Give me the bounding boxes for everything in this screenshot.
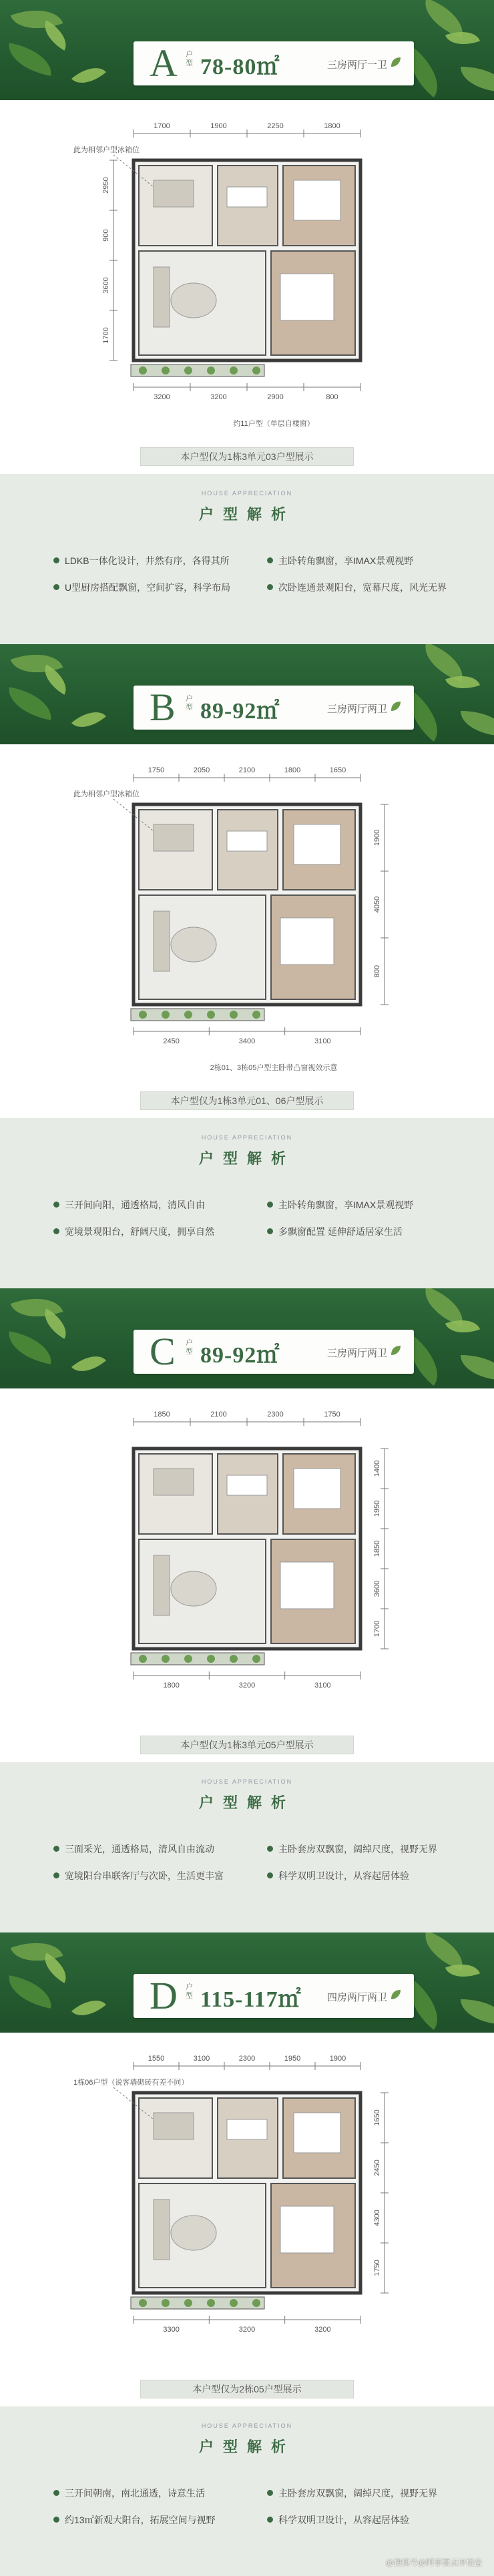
unit-rooms: 三房两厅两卫 [326, 704, 387, 715]
section-banner [0, 644, 494, 744]
inset-note: 约11户型（单层自楼窗） [233, 420, 314, 427]
unit-type-label: 户型 [186, 1339, 193, 1356]
floor-plan-area [0, 100, 494, 474]
plan-caption: 本户型仅为2栋05户型展示 [140, 2380, 354, 2398]
floor-plan-area [0, 1388, 494, 1762]
side-dimension-label: 3600 [102, 277, 110, 294]
bullet-icon [53, 1846, 59, 1852]
floor-plan-drawing [73, 758, 421, 1071]
house-appreciation-label: HOUSE APPRECIATION [201, 2422, 293, 2429]
analysis-band [0, 2406, 494, 2576]
leaf-decoration [5, 687, 55, 720]
leaf-decoration [461, 711, 494, 736]
side-dimension-label: 4050 [373, 896, 381, 913]
feature-item [53, 1842, 254, 1856]
bullet-icon [53, 2490, 59, 2496]
inset-note: 2栋01、3栋05户型主卧带凸窗视效示意 [210, 1064, 338, 1071]
unit-section-d [0, 1933, 494, 2576]
side-dimension-label: 1650 [373, 2109, 381, 2126]
bottom-dimension-label: 3200 [154, 393, 170, 401]
bottom-dimension-label: 3200 [238, 2326, 256, 2334]
section-banner [0, 0, 494, 100]
unit-title-card [134, 686, 414, 730]
top-dimension-label: 1550 [148, 2055, 165, 2063]
side-dimension-label: 900 [102, 229, 110, 242]
unit-type-label: 户型 [186, 695, 193, 712]
bullet-icon [53, 557, 59, 563]
feature-text: 宽境景观阳台，舒阔尺度，拥享自然 [65, 1226, 214, 1237]
plan-caption: 本户型仅为1栋3单元01、06户型展示 [140, 1091, 354, 1110]
feature-text: 主卧套房双飘窗，阔绰尺度，视野无界 [278, 2488, 437, 2499]
feature-item [267, 2487, 467, 2500]
feature-text: 三开间向阳，通透格局，清风自由 [65, 1200, 205, 1210]
unit-title-card [134, 1974, 414, 2018]
feature-text: U型厨房搭配飘窗，空间扩容，科学布局 [65, 582, 231, 593]
bottom-dimension-label: 3400 [238, 1037, 256, 1045]
feature-item [53, 1225, 254, 1238]
top-dimension-label: 1900 [210, 122, 227, 130]
feature-text: 科学双明卫设计，从容起居体验 [278, 1870, 409, 1881]
top-dimension-label: 1900 [329, 2055, 346, 2063]
leaf-decoration [5, 1975, 55, 2009]
analysis-band [0, 1762, 494, 1933]
analysis-band [0, 1118, 494, 1288]
unit-title-card [134, 41, 414, 85]
feature-text: 宽境阳台串联客厅与次卧，生活更丰富 [65, 1870, 224, 1881]
section-banner [0, 1933, 494, 2033]
feature-text: 三面采光，通透格局，清风自由流动 [65, 1844, 214, 1854]
bullet-icon [267, 1228, 273, 1234]
unit-area: 89-92㎡ [200, 1343, 280, 1368]
unit-area: 89-92㎡ [200, 699, 280, 724]
feature-item [267, 581, 467, 594]
bullet-icon [53, 2517, 59, 2523]
top-dimension-label: 1950 [284, 2055, 301, 2063]
plan-caption: 本户型仅为1栋3单元03户型展示 [140, 447, 354, 466]
adjacent-note: 1栋06户型（说客墙砌砖有差不同） [73, 2079, 189, 2087]
unit-rooms: 三房两厅一卫 [326, 59, 387, 71]
feature-text: 主卧转角飘窗，享IMAX景观视野 [278, 1200, 414, 1210]
bullet-icon [267, 557, 273, 563]
unit-area: 115-117㎡ [200, 1987, 302, 2012]
unit-rooms: 三房两厅两卫 [326, 1348, 387, 1359]
leaf-decoration [461, 67, 494, 92]
bullet-icon [267, 2517, 273, 2523]
side-dimension-label: 1850 [373, 1540, 381, 1557]
leaf-decoration [71, 1991, 106, 2024]
unit-section-b [0, 644, 494, 1288]
side-dimension-label: 1900 [373, 829, 381, 846]
side-dimension-label: 1700 [373, 1620, 381, 1637]
top-dimension-label: 1650 [329, 766, 346, 774]
feature-item [267, 1842, 467, 1856]
leaf-decoration [5, 1331, 55, 1364]
unit-letter: A [150, 41, 178, 85]
bullet-icon [53, 1872, 59, 1878]
top-dimension-label: 1750 [324, 1410, 340, 1419]
side-dimension-label: 4300 [373, 2210, 381, 2226]
floor-plan-area [0, 2033, 494, 2406]
unit-rooms: 四房两厅两卫 [326, 1992, 387, 2003]
leaf-icon [390, 56, 402, 68]
top-dimension-label: 1800 [284, 766, 301, 774]
bullet-icon [53, 584, 59, 590]
top-dimension-label: 2300 [238, 2055, 256, 2063]
bullet-icon [267, 2490, 273, 2496]
side-dimension-label: 800 [373, 965, 381, 978]
leaf-decoration [461, 1355, 494, 1380]
unit-letter: B [150, 686, 176, 729]
analysis-band [0, 474, 494, 644]
leaf-decoration [5, 43, 55, 76]
unit-section-a [0, 0, 494, 644]
side-dimension-label: 2950 [102, 177, 110, 194]
feature-item [267, 554, 467, 567]
bottom-dimension-label: 3100 [314, 1037, 331, 1045]
house-appreciation-label: HOUSE APPRECIATION [201, 1778, 293, 1785]
bullet-icon [267, 1872, 273, 1878]
bottom-dimension-label: 1800 [163, 1682, 180, 1690]
unit-section-c [0, 1288, 494, 1933]
feature-item [53, 2487, 254, 2500]
bottom-dimension-label: 800 [326, 393, 338, 401]
feature-item [267, 1869, 467, 1882]
top-dimension-label: 2250 [267, 122, 284, 130]
unit-type-label: 户型 [186, 51, 193, 67]
side-dimension-label: 1750 [373, 2260, 381, 2276]
top-dimension-label: 3100 [193, 2055, 210, 2063]
section-banner [0, 1288, 494, 1388]
bottom-dimension-label: 3300 [163, 2326, 180, 2334]
bottom-dimension-label: 3200 [210, 393, 227, 401]
analysis-title: 户型解析 [198, 2438, 295, 2455]
analysis-title: 户型解析 [198, 1150, 295, 1167]
bullet-icon [267, 1202, 273, 1208]
feature-item [53, 554, 254, 567]
feature-item [267, 1225, 467, 1238]
side-dimension-label: 1700 [102, 327, 110, 344]
bottom-dimension-label: 3200 [238, 1682, 256, 1690]
feature-text: LDKB一体化设计，井然有序，各得其所 [65, 555, 230, 566]
top-dimension-label: 2300 [267, 1410, 284, 1419]
leaf-icon [390, 700, 402, 712]
feature-item [267, 1198, 467, 1212]
top-dimension-label: 2100 [210, 1410, 227, 1419]
adjacent-note: 此为相邻户型冰箱位 [73, 790, 140, 798]
side-dimension-label: 3600 [373, 1580, 381, 1597]
feature-text: 次卧连通景观阳台，宽幕尺度，风光无界 [278, 582, 447, 593]
leaf-decoration [461, 1999, 494, 2025]
feature-text: 多飘窗配置 延伸舒适居家生活 [278, 1226, 403, 1237]
feature-item [267, 2513, 467, 2527]
leaf-icon [390, 1344, 402, 1356]
floor-plan-drawing [73, 2046, 421, 2360]
unit-title-card [134, 1330, 414, 1374]
floor-plan-drawing [73, 1402, 421, 1716]
bottom-dimension-label: 2450 [163, 1037, 180, 1045]
unit-type-label: 户型 [186, 1983, 193, 2000]
bottom-dimension-label: 3100 [314, 1682, 331, 1690]
top-dimension-label: 1850 [154, 1410, 170, 1419]
feature-item [53, 1869, 254, 1882]
leaf-decoration [71, 59, 106, 91]
leaf-decoration [71, 1347, 106, 1380]
house-appreciation-label: HOUSE APPRECIATION [201, 1134, 293, 1141]
bullet-icon [267, 584, 273, 590]
bottom-dimension-label: 3200 [314, 2326, 331, 2334]
watermark: @搜狐号@阿菲要点评楼盘 [385, 2558, 482, 2567]
adjacent-note: 此为相邻户型冰箱位 [73, 146, 140, 154]
feature-text: 主卧套房双飘窗，阔绰尺度，视野无界 [278, 1844, 437, 1854]
bullet-icon [267, 1846, 273, 1852]
analysis-title: 户型解析 [198, 506, 295, 523]
feature-text: 主卧转角飘窗，享IMAX景观视野 [278, 555, 414, 566]
house-appreciation-label: HOUSE APPRECIATION [201, 490, 293, 497]
analysis-title: 户型解析 [198, 1794, 295, 1811]
feature-item [53, 2513, 254, 2527]
unit-letter: C [150, 1330, 176, 1373]
feature-text: 三开间朝南，南北通透，诗意生活 [65, 2488, 205, 2499]
bottom-dimension-label: 2900 [267, 393, 284, 401]
leaf-decoration [71, 703, 106, 736]
top-dimension-label: 1750 [148, 766, 165, 774]
side-dimension-label: 1400 [373, 1460, 381, 1477]
leaf-icon [390, 1989, 402, 2001]
feature-item [53, 581, 254, 594]
top-dimension-label: 1800 [324, 122, 340, 130]
unit-letter: D [150, 1974, 178, 2017]
floor-plan-area [0, 744, 494, 1118]
bullet-icon [53, 1228, 59, 1234]
top-dimension-label: 1700 [154, 122, 170, 130]
feature-text: 约13㎡新观大阳台，拓展空间与视野 [65, 2515, 216, 2525]
side-dimension-label: 1950 [373, 1500, 381, 1517]
top-dimension-label: 2100 [238, 766, 256, 774]
bullet-icon [53, 1202, 59, 1208]
side-dimension-label: 2450 [373, 2159, 381, 2176]
floor-plan-drawing [73, 113, 421, 427]
feature-item [53, 1198, 254, 1212]
plan-caption: 本户型仅为1栋3单元05户型展示 [140, 1736, 354, 1754]
top-dimension-label: 2050 [193, 766, 210, 774]
unit-area: 78-80㎡ [200, 55, 280, 79]
feature-text: 科学双明卫设计，从容起居体验 [278, 2515, 409, 2525]
